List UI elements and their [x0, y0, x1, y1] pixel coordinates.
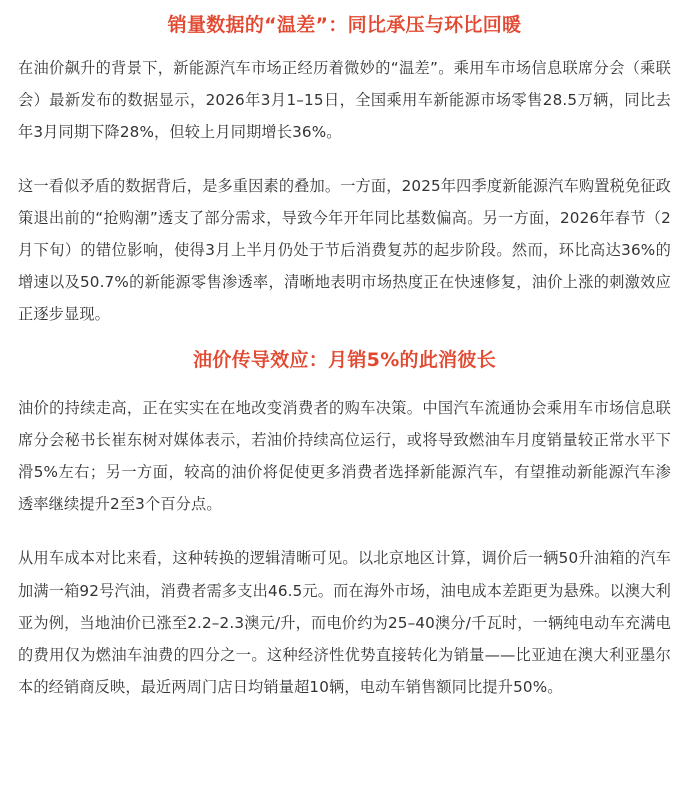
paragraph-oil-price-decisions: 油价的持续走高，正在实实在在地改变消费者的购车决策。中国汽车流通协会乘用车市场信息联席分会秘书长崔东树对媒体表示，若油价持续高位运行，或将导致燃油车月度销量较正常水平下滑5%左右；另一方面，较高的油价将促使更多消费者选择新能源汽车，有望推动新能源汽车渗透率继续提升2至3个百分点。 [18, 398, 671, 514]
paragraph-contradictory-factors: 这一看似矛盾的数据背后，是多重因素的叠加。一方面，2025年四季度新能源汽车购置税免征政策退出前的“抢购潮”透支了部分需求，导致今年开年同比基数偏高。另一方面，2026年春节（2月下旬）的错位影响，使得3月上半月仍处于节后消费复苏的起步阶段。然而，环比高达36%的增速以及50.7%的新能源零售渗透率，清晰地表明市场热度正在快速修复，油价上涨的刺激效应正逐步显现。 [18, 176, 671, 324]
paragraph-cost-comparison: 从用车成本对比来看，这种转换的逻辑清晰可见。以北京地区计算，调价后一辆50升油箱的汽车加满一箱92号汽油，消费者需多支出46.5元。而在海外市场，油电成本差距更为悬殊。以澳大利亚为例，当地油价已涨至2.2–2.3澳元/升，而电价约为25–40澳分/千瓦时，一辆纯电动车充满电的费用仅为燃油车油费的四分之一。这种经济性优势直接转化为销量——比亚迪在澳大利亚墨尔本的经销商反映，最近两周门店日均销量超10辆，电动车销售额同比提升50%。 [18, 549, 671, 697]
section-heading-sales-temperature-gap: 销量数据的“温差”：同比承压与环比回暖 [167, 14, 522, 36]
section-heading-oil-price-effect: 油价传导效应：月销5%的此消彼长 [192, 348, 497, 371]
paragraph-sales-data: 在油价飙升的背景下，新能源汽车市场正经历着微妙的“温差”。乘用车市场信息联席分会（乘联会）最新发布的数据显示，2026年3月1–15日，全国乘用车新能源市场零售28.5万辆，同比去年3月同期下降28%，但较上月同期增长36%。 [18, 59, 671, 142]
